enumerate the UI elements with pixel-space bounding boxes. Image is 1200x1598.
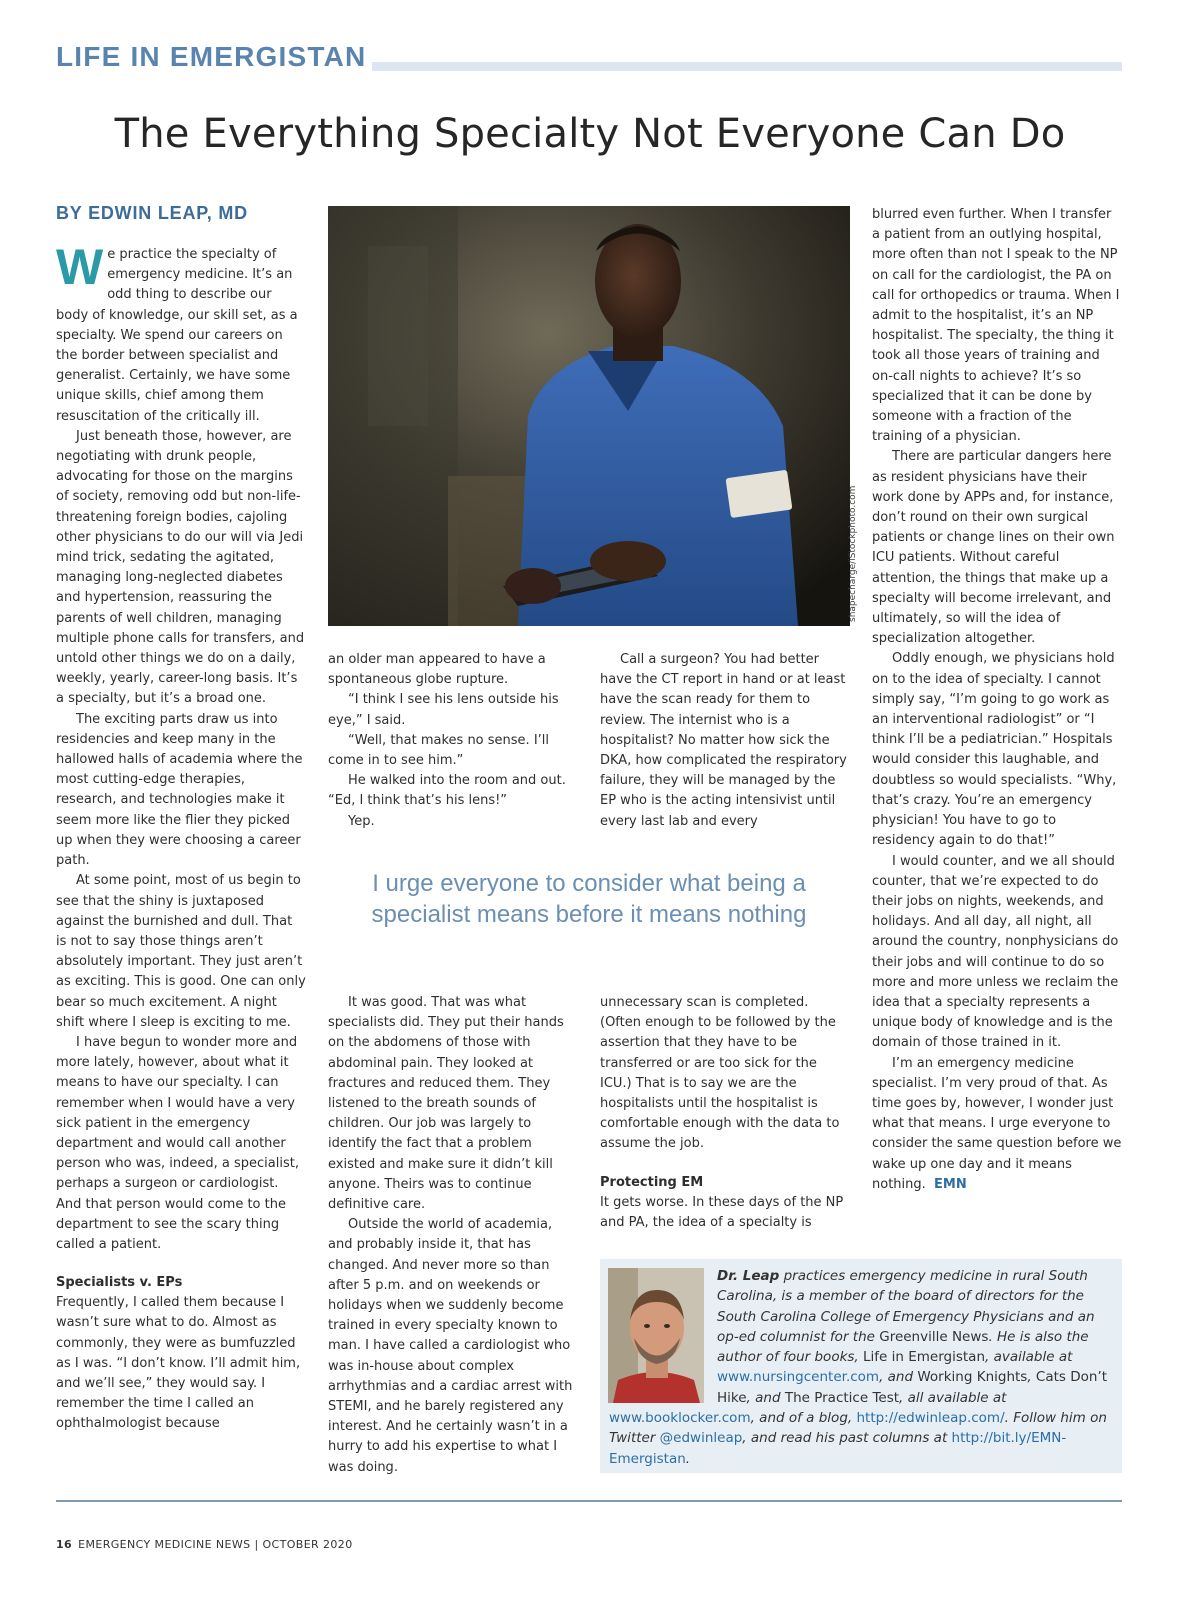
paragraph: I have begun to wonder more and more lately, however, about what it means to have our specialty. I can remember when I would have a very sick patient in the emergency department and would call another person who was, indeed, a specialist, perhaps a surgeon or cardiologist. And that person would come to the department to see the scary thing called a patient. [56, 1034, 299, 1252]
paragraph: “Well, that makes no sense. I’ll come in to see him.” [328, 732, 550, 769]
author-name: Dr. Leap [717, 1268, 780, 1284]
paragraph: blurred even further. When I transfer a patient from an outlying hospital, more often than not I speak to the NP on call for the cardiologist, the PA on call for orthopedics or trauma. When I admit to the hospitalist, it’s an NP hospitalist. The specialty, the thing it took all those years of training and on-call nights to achieve? It’s so specialized that it can be done by someone with a fraction of the training of a physician. [872, 207, 1120, 445]
paragraph: Oddly enough, we physicians hold on to the idea of specialty. I cannot simply say, “I’m going to go work as an interventional radiologist” or “I think I’ll be a pediatrician.” Hospitals would consider this laughable, and doubtless so would specialists. “Why, that’s crazy. You’re an emergency physician! You have to go to residency again to do that!” [872, 651, 1117, 849]
paragraph: I’m an emergency medicine specialist. I’m very proud of that. As time goes by, however, I wonder just what that means. I urge everyone to consider the same question before we wake up one day and it means nothing. EMN [872, 1055, 1122, 1192]
end-mark: EMN [934, 1176, 967, 1192]
section-title: LIFE IN EMERGISTAN [56, 40, 372, 74]
photo-credit: shapecharge/iStockphoto.com [848, 485, 858, 622]
paragraph: Yep. [348, 813, 375, 829]
byline: BY EDWIN LEAP, MD [56, 203, 248, 223]
paragraph: Frequently, I called them because I wasn’t sure what to do. Almost as commonly, they were as bumfuzzled as I was. “I don’t know. I’ll admit him, and we’ll see,” they would say. I remember the time I called an ophthalmologist because [56, 1295, 301, 1432]
paragraph: At some point, most of us begin to see that the shiny is juxtaposed against the burnished and dull. That is not to say those things aren’t absolutely important. They just aren’t as exciting. This is good. One can only bear so much excitement. A night shift where I sleep is exciting to me. [56, 873, 306, 1030]
link-twitter[interactable]: @edwinleap [659, 1430, 743, 1447]
pull-quote: I urge everyone to consider what being a specialist means before it means nothing [371, 870, 807, 928]
paragraph: unnecessary scan is completed. (Often enough to be followed by the assertion that they have to be transferred or are too sick for the ICU.) That is to say we are the hospitalists until the hospitalist is comfortable enough with the data to assume the job. [600, 995, 840, 1152]
page-number: 16 [56, 1538, 73, 1551]
link-past-columns[interactable]: http://bit.ly/EMN-Emergistan [609, 1430, 1067, 1467]
link-booklocker[interactable]: www.booklocker.com [609, 1410, 751, 1427]
paragraph: We practice the specialty of emergency medicine. It’s an odd thing to describe our body of knowledge, our skill set, as a specialty. We spend our careers on the border between specialist and generalist. Certainly, we have some unique skills, chief among them resuscitation of the critically ill. [56, 239, 298, 424]
column-4 [872, 205, 1122, 1195]
paragraph: The exciting parts draw us into residencies and keep many in the hallowed halls of academia where the most cutting-edge therapies, research, and technologies make it seem more like the flier they picked up when they were choosing a career path. [56, 711, 303, 869]
paragraph: an older man appeared to have a spontaneous globe rupture. [328, 652, 546, 688]
footer-publication: EMERGENCY MEDICINE NEWS | OCTOBER 2020 [78, 1538, 353, 1551]
page-footer [56, 1538, 353, 1551]
article-headline: The Everything Specialty Not Everyone Can Do [114, 111, 1066, 157]
footer-rule [56, 1500, 1122, 1502]
paragraph: It was good. That was what specialists did. They put their hands on the abdomens of those with abdominal pain. They looked at fractures and reduced them. They listened to the breath sounds of children. Our job was largely to identify the fact that a problem existed and make sure it didn’t kill anyone. Theirs was to continue definitive care. [328, 995, 564, 1213]
subhead-specialists: Specialists v. EPs [56, 1275, 183, 1291]
link-blog[interactable]: http://edwinleap.com/ [856, 1410, 1005, 1427]
column-3-top [600, 650, 850, 832]
link-nursingcenter[interactable]: www.nursingcenter.com [717, 1369, 880, 1386]
paragraph: There are particular dangers here as resident physicians have their work done by APPs and, for instance, don’t round on their own surgical patients or change lines on their own ICU patients. Without careful attention, the things that make up a specialty will become irrelevant, and ultimately, so will the idea of specialization altogether. [872, 449, 1115, 647]
paragraph: Outside the world of academia, and probably inside it, that has changed. And never more so than after 5 p.m. and on weekends or holidays when we suddenly become trained in every specialty known to man. I have called a cardiologist who was in-house about complex arrhythmias and a cardiac arrest with STEMI, and he barely registered any interest. And he certainly wasn’t in a hurry to add his expertise to what I was doing. [328, 1217, 573, 1475]
column-1 [56, 239, 306, 1435]
paragraph: It gets worse. In these days of the NP and PA, the idea of a specialty is [600, 1194, 844, 1230]
author-bio: Dr. Leap practices emergency medicine in rural South Carolina, is a member of the board of directors for the South Carolina College of Emergency Physicians and an op-ed columnist for the Greenville News. He is also the author of four books, Life in Emergistan, available at www.nursingcenter.com, and Working Knights, Cats Don’t Hike, and The Practice Test, all available at www.booklocker.com, and of a blog, http://edwinleap.com/. Follow him on Twitter @edwinleap, and read his past columns at http://bit.ly/EMN-Emergistan. [609, 1268, 1108, 1467]
paragraph: I would counter, and we all should counter, that we’re expected to do their jobs on nights, weekends, and holidays. And all day, all night, all around the country, nonphysicians do their jobs and will continue to do so more and more unless we reclaim the idea that a specialty represents a unique body of knowledge and is the domain of those trained in it. [872, 853, 1119, 1051]
paragraph: “I think I see his lens outside his eye,” I said. [328, 692, 559, 728]
paragraph: Call a surgeon? You had better have the CT report in hand or at least have the scan ready for them to review. The internist who is a hospitalist? No matter how sick the DKA, how complicated the respiratory failure, they will be managed by the EP who is the acting intensivist until every last lab and every [600, 652, 847, 829]
column-3-bottom [600, 993, 850, 1233]
column-2-top [328, 650, 574, 832]
article-photo [328, 206, 850, 626]
paragraph: Just beneath those, however, are negotiating with drunk people, advocating for those on the margins of society, removing odd but non-life-threatening foreign bodies, cajoling other physicians to do our will via Jedi mind trick, sedating the agitated, managing long-neglected diabetes and hypertension, reassuring the parents of well children, managing multiple phone calls for transfers, and untold other things we do on a daily, weekly, yearly, career-long basis. It’s a specialty, but it’s a broad one. [56, 428, 305, 707]
paragraph: He walked into the room and out. “Ed, I think that’s his lens!” [328, 773, 566, 809]
column-2-bottom [328, 993, 574, 1478]
subhead-protecting-em: Protecting EM [600, 1174, 704, 1190]
drop-cap: W [56, 239, 104, 295]
